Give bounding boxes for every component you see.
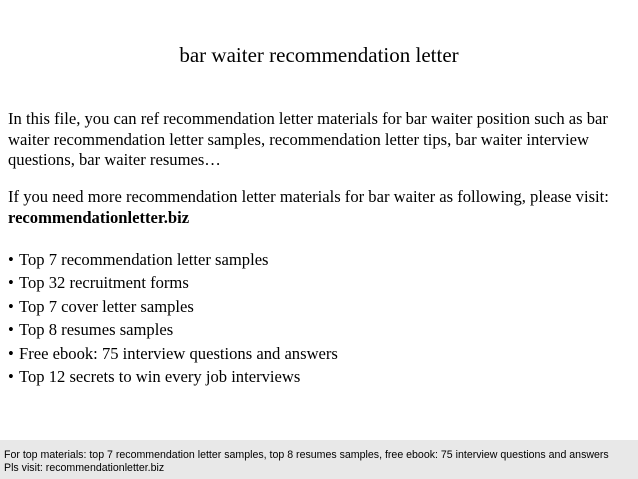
footer-bar bbox=[0, 440, 638, 479]
footer-line-1: For top materials: top 7 recommendation letter samples, top 8 resumes samples, free ebook: 75 interview questions and answers bbox=[4, 449, 609, 461]
more-materials-paragraph bbox=[8, 187, 634, 228]
website-link[interactable]: recommendationletter.biz bbox=[8, 207, 190, 227]
footer-line-2: Pls visit: recommendationletter.biz bbox=[4, 461, 165, 474]
list-item: • Top 7 cover letter samples bbox=[8, 295, 338, 318]
list-item: • Top 7 recommendation letter samples bbox=[8, 248, 338, 271]
intro-paragraph: In this file, you can ref recommendation letter materials for bar waiter position such as bar waiter recommendation letter samples, recommendation letter tips, bar waiter interview questions, bar waiter resumes… bbox=[8, 109, 608, 169]
more-materials-text: If you need more recommendation letter materials for bar waiter as following, please visit: bbox=[8, 187, 609, 206]
list-item: • Top 32 recruitment forms bbox=[8, 271, 338, 294]
materials-list bbox=[8, 248, 338, 388]
list-item: • Top 8 resumes samples bbox=[8, 318, 338, 341]
page-title: bar waiter recommendation letter bbox=[179, 43, 459, 67]
list-item: • Free ebook: 75 interview questions and answers bbox=[8, 342, 338, 365]
list-item: • Top 12 secrets to win every job interviews bbox=[8, 365, 338, 388]
